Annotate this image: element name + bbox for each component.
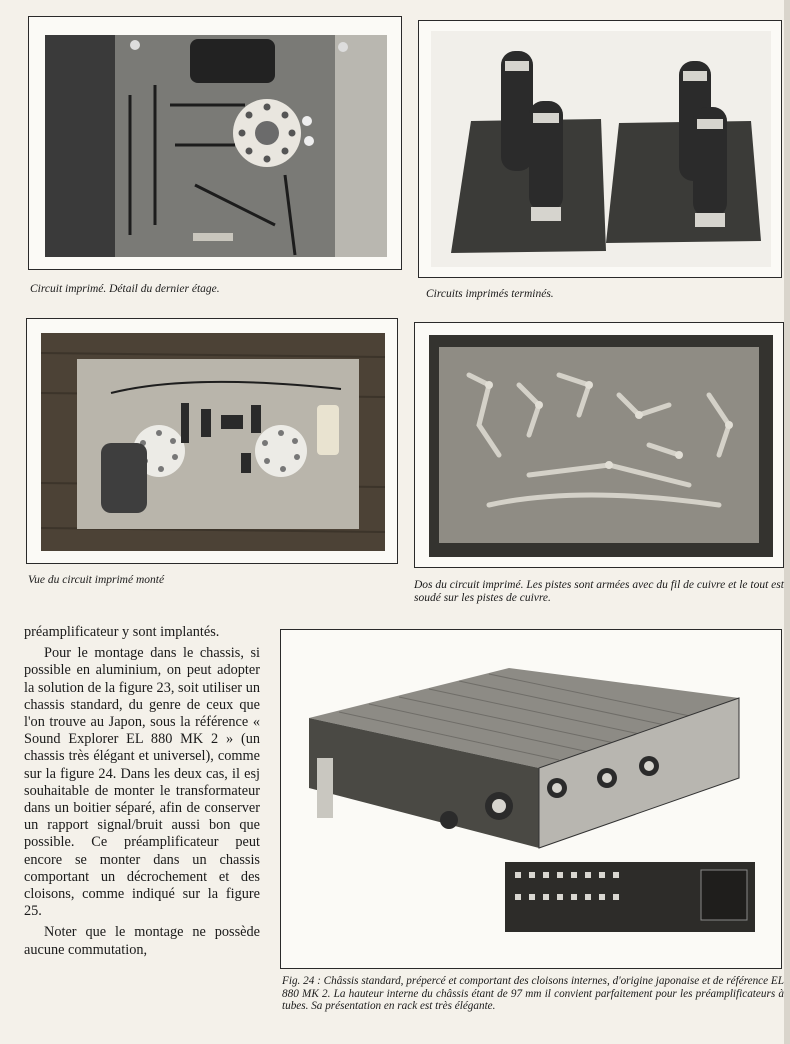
caption-circuit-detail: Circuit imprimé. Détail du dernier étage.: [30, 283, 220, 295]
body-paragraph-1: préamplificateur y sont implantés.: [24, 624, 220, 640]
photo-frame-board-back: [414, 322, 784, 568]
figure-24-chassis-photo: [289, 638, 773, 960]
body-paragraph-2: Pour le montage dans le chassis, si possible en aluminium, on peut adopter la solution de la figure 23, soit utiliser un chassis standard, du genre de ceux que l'on trouve au Japon, sous la référence « Sound Explorer EL 880 MK 2 » (un chassis très élégant et universel), comme sur la figure 24. Dans les deux cas, il esj souhaitable de monter le transformateur dans un boitier séparé, afin de conserver un rapport signal/bruit aussi bon que possible. Ce préamplificateur peut encore se monter dans un chassis comportant un décrochement et des cloisons, comme indiqué sur la figure 25.: [24, 645, 260, 920]
figure-24-frame: [280, 629, 782, 969]
caption-board-back: Dos du circuit imprimé. Les pistes sont armées avec du fil de cuivre et le tout est soudé sur les pistes de cuivre.: [414, 579, 784, 604]
photo-frame-circuit-detail: [28, 16, 402, 270]
body-paragraph-3: Noter que le montage ne possède aucune commutation,: [24, 924, 260, 958]
photo-board-back: [429, 335, 773, 557]
photo-circuit-detail: [45, 35, 387, 257]
body-text-column: [24, 624, 260, 959]
photo-finished-circuits: [431, 31, 771, 267]
photo-frame-finished-circuits: [418, 20, 782, 278]
photo-assembled-board: [41, 333, 385, 551]
figure-24-caption: Fig. 24 : Châssis standard, prépercé et comportant des cloisons internes, d'origine japonaise et de référence EL 880 MK 2. La hauteur interne du châssis étant de 97 mm il convient parfaitement pour les préamplificateurs à tubes. Sa présentation en rack est très élégante.: [282, 975, 784, 1013]
page-edge: [784, 0, 790, 1044]
caption-assembled-board: Vue du circuit imprimé monté: [28, 574, 165, 586]
photo-frame-assembled-board: [26, 318, 398, 564]
caption-finished-circuits: Circuits imprimés terminés.: [426, 288, 554, 300]
